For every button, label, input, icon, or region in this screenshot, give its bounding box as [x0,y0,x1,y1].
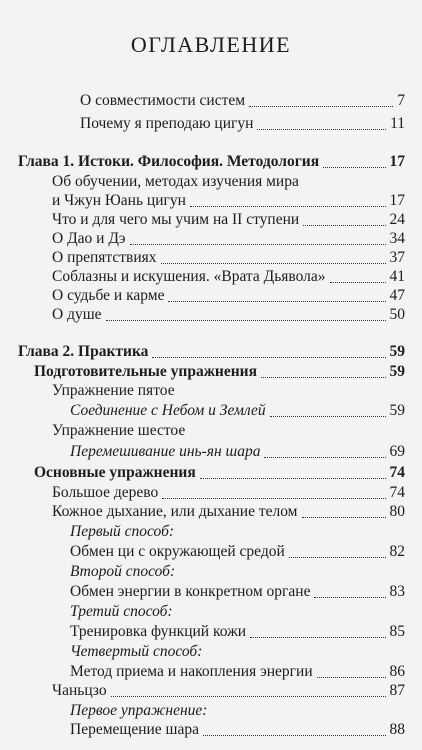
toc-entry-page: 74 [389,464,405,481]
toc-entry [70,662,405,682]
toc-entry-title: и Чжун Юань цигун [52,192,186,209]
toc-entry-title: Почему я преподаю цигун [80,115,254,132]
toc-entry [80,91,405,111]
toc-entry-page: 41 [389,268,405,285]
toc-entry-page: 24 [389,211,405,228]
toc-entry-page: 82 [389,543,405,560]
toc-entry [70,542,405,562]
toc-entry-page: 50 [389,306,405,323]
toc-entry-title: Об обучении, методах изучения мира [52,173,299,190]
toc-entry-title: Третий способ: [70,603,173,620]
dot-leader [330,281,386,283]
toc-entry-page: 11 [390,115,405,132]
toc-entry-title: Подготовительные упражнения [34,363,257,380]
toc-entry-title: О душе [52,306,102,323]
toc-entry-page: 37 [389,249,405,266]
dot-leader [200,477,386,479]
toc-entry-title: Большое дерево [52,484,159,501]
toc-entry-title: Соединение с Небом и Землей [70,402,266,419]
toc-entry [70,401,405,421]
toc-entry-page: 74 [389,484,405,501]
toc-entry-title: Обмен энергии в конкретном органе [70,583,311,600]
dot-leader [190,205,386,207]
toc-entry-title: Обмен ци с окружающей средой [70,543,285,560]
toc-entry-title: Первое упражнение: [70,702,208,719]
toc-section-heading [34,463,405,483]
toc-entry-title: Кожное дыхание, или дыхание телом [52,503,298,520]
dot-leader [314,596,385,598]
toc-entry-page: 69 [389,443,405,460]
toc-entry-page: 80 [389,503,405,520]
dot-leader [257,128,386,130]
toc-entry-page: 47 [389,287,405,304]
toc-entry-title: Первый способ: [70,523,175,540]
dot-leader [323,166,385,168]
dot-leader [264,456,385,458]
toc-entry-title: Второй способ: [70,563,176,580]
toc-entry-page: 85 [389,623,405,640]
toc-entry [52,483,405,503]
toc-entry [52,267,405,287]
toc-entry-page: 87 [389,682,405,699]
toc-entry-title: О судьбе и карме [52,287,165,304]
dot-leader [130,243,386,245]
dot-leader [152,356,385,358]
toc-entry [52,681,405,701]
toc-entry-title: Упражнение пятое [52,382,175,399]
toc-entry [52,502,405,522]
toc-entry-title: Чаньцзо [52,682,107,699]
toc-entry [70,622,405,642]
dot-leader [303,224,385,226]
toc-entry-title: Глава 2. Практика [18,343,149,360]
toc-entry [52,210,405,230]
toc-chapter-heading [18,342,405,362]
toc-entry-title: Упражнение шестое [52,422,186,439]
toc-entry [52,286,405,306]
toc-entry-title: Четвертый способ: [70,643,203,660]
toc-entry [52,191,405,211]
toc-entry-title: Соблазны и искушения. «Врата Дьявола» [52,268,326,285]
toc-entry-title: Основные упражнения [34,464,196,481]
toc-entry-page: 34 [389,230,405,247]
dot-leader [261,376,386,378]
toc-entry-page: 86 [389,663,405,680]
dot-leader [106,319,386,321]
toc-entry-title: Что и для чего мы учим на II ступени [52,211,300,228]
toc-entry-title: Метод приема и накопления энергии [70,663,313,680]
dot-leader [250,636,385,638]
dot-leader [111,695,386,697]
dot-leader [317,676,386,678]
page-title: ОГЛАВЛЕНИЕ [130,32,292,57]
toc-entry-title: Перемещение шара [70,721,199,738]
dot-leader [161,262,386,264]
toc-entry-title: Перемешивание инь-ян шара [70,443,261,460]
toc-entry-page: 59 [389,343,405,360]
toc-chapter-heading [18,152,405,172]
dot-leader [203,734,386,736]
dot-leader [270,415,386,417]
toc-entry-title: О препятствиях [52,249,157,266]
dot-leader [302,516,386,518]
dot-leader [162,497,385,499]
toc-entry-page: 88 [389,721,405,738]
toc-entry [70,442,405,462]
toc-entry-title: О Дао и Дэ [52,230,126,247]
toc-section-heading [34,362,405,382]
toc-entry-page: 83 [389,583,405,600]
toc-entry-title: Глава 1. Истоки. Философия. Методология [18,153,320,170]
toc-entry-title: О совместимости систем [80,92,246,109]
toc-entry [70,720,405,740]
toc-entry [52,305,405,325]
toc-entry [70,582,405,602]
toc-entry-title: Тренировка функций кожи [70,623,247,640]
toc-entry-page: 7 [397,92,405,109]
toc-entry [52,229,405,249]
dot-leader [249,105,393,107]
toc-entry [80,114,405,134]
toc-entry [52,248,405,268]
dot-leader [168,300,385,302]
toc-entry-page: 17 [389,153,405,170]
dot-leader [289,556,386,558]
toc-entry-page: 17 [389,192,405,209]
toc-entry-page: 59 [389,363,405,380]
toc-entry-page: 59 [389,402,405,419]
